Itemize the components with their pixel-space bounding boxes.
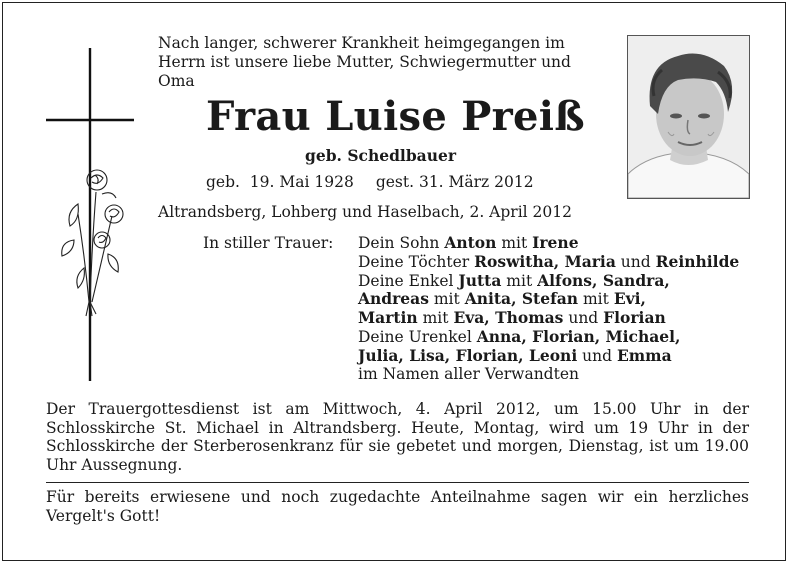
mourner-name: Andreas bbox=[358, 289, 429, 309]
mourner-text: mit bbox=[428, 290, 465, 309]
mourner-line bbox=[358, 290, 739, 309]
cross-with-roses-icon bbox=[40, 44, 140, 384]
mourner-line bbox=[358, 366, 739, 384]
birth-date: geb. 19. Mai 1928 bbox=[206, 173, 354, 191]
mourner-text: im Namen aller Verwandten bbox=[358, 364, 579, 383]
mourner-name: Eva, Thomas bbox=[453, 308, 564, 328]
portrait-photo bbox=[627, 35, 750, 199]
mourner-text: Deine Urenkel bbox=[358, 327, 477, 346]
mourner-line bbox=[358, 234, 739, 253]
mourner-text: mit bbox=[501, 271, 538, 290]
mourner-name: Reinhilde bbox=[655, 251, 740, 271]
mourner-name: Anna, Florian, Michael, bbox=[476, 326, 681, 346]
mourner-line bbox=[358, 272, 739, 291]
life-dates bbox=[206, 173, 534, 191]
mourner-name: Roswitha, Maria bbox=[474, 251, 616, 271]
mourner-text: mit bbox=[578, 290, 614, 309]
mourner-text: Deine Töchter bbox=[358, 252, 475, 271]
mourner-line bbox=[358, 253, 739, 272]
mourner-text: und bbox=[563, 309, 604, 328]
divider bbox=[46, 482, 749, 483]
portrait-image bbox=[628, 36, 749, 198]
death-date: gest. 31. März 2012 bbox=[375, 173, 534, 191]
mourner-text: mit bbox=[496, 234, 533, 252]
maiden-name: geb. Schedlbauer bbox=[305, 146, 456, 165]
service-info: Der Trauergottesdienst ist am Mittwoch, 4. April 2012, um 15.00 Uhr in der Schlosskirche St. Michael in Altrandsberg. Heute, Montag, wird um 19 Uhr in der Schlosskirche der Sterberosenkranz für sie gebetet und morgen, Dienstag, ist um 19.00 Uhr Aussegnung. bbox=[46, 400, 749, 474]
mourning-label: In stiller Trauer: bbox=[203, 234, 334, 252]
mourner-line bbox=[358, 328, 739, 347]
mourner-name: Evi, bbox=[613, 289, 646, 309]
intro-text: Nach langer, schwerer Krankheit heimgegangen im Herrn ist unsere liebe Mutter, Schwiegermutter und Oma bbox=[158, 34, 571, 90]
mourner-name: Martin bbox=[358, 308, 418, 328]
mourners-list bbox=[358, 234, 739, 383]
mourner-text: und bbox=[577, 346, 617, 365]
mourner-name: Emma bbox=[616, 345, 672, 365]
mourner-name: Jutta bbox=[458, 270, 502, 290]
mourner-name: Julia, Lisa, Florian, Leoni bbox=[358, 345, 578, 365]
mourner-name: Irene bbox=[532, 233, 579, 252]
place-date: Altrandsberg, Lohberg und Haselbach, 2. April 2012 bbox=[158, 203, 572, 221]
mourner-name: Anton bbox=[444, 233, 497, 252]
mourner-line bbox=[358, 347, 739, 366]
mourner-text: und bbox=[615, 252, 656, 271]
mourner-text: mit bbox=[417, 309, 454, 328]
mourner-name: Florian bbox=[603, 308, 666, 328]
mourner-name: Alfons, Sandra, bbox=[537, 270, 670, 290]
deceased-name: Frau Luise Preiß bbox=[206, 93, 585, 140]
thanks-text: Für bereits erwiesene und noch zugedachte Anteilnahme sagen wir ein herzliches Vergelt's Gott! bbox=[46, 488, 749, 525]
mourner-text: Deine Enkel bbox=[358, 271, 459, 290]
mourner-line bbox=[358, 309, 739, 328]
mourner-name: Anita, Stefan bbox=[464, 289, 579, 309]
mourner-text: Dein Sohn bbox=[358, 234, 445, 252]
